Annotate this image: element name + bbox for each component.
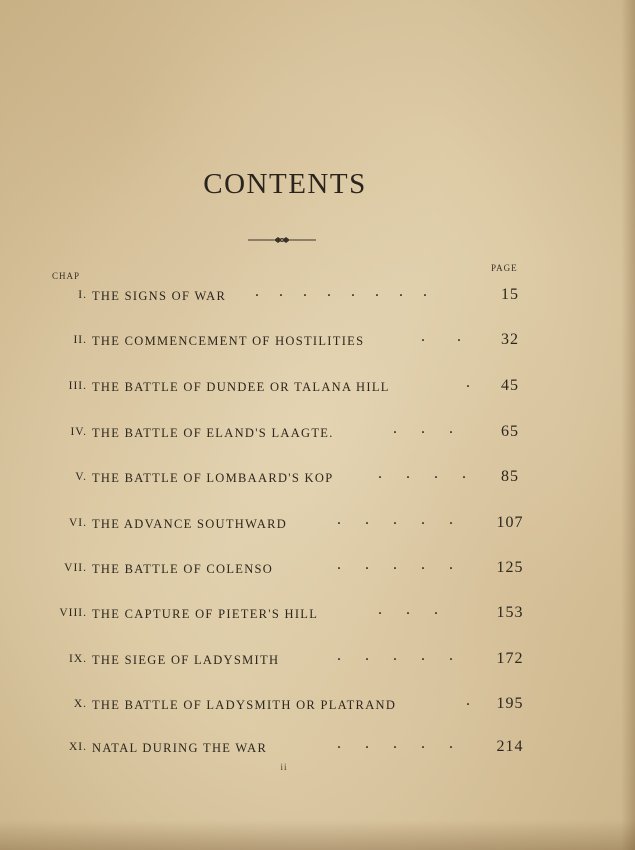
chapter-title: THE BATTLE OF COLENSO: [92, 562, 274, 576]
chapter-title: THE SIEGE OF LADYSMITH: [92, 653, 280, 667]
chapter-title: THE COMMENCEMENT OF HOSTILITIES: [92, 334, 365, 348]
dot-leaders: . . .: [393, 420, 453, 437]
toc-row: [0, 283, 635, 311]
chapter-title: NATAL DURING THE WAR: [92, 741, 268, 755]
chapter-title: THE ADVANCE SOUTHWARD: [92, 517, 288, 531]
toc-row: [0, 647, 635, 675]
dot-leaders: . . . . .: [337, 556, 453, 573]
chapter-number: VI.: [68, 517, 87, 529]
dot-leaders: . . . . .: [337, 735, 453, 752]
chapter-number: VIII.: [59, 607, 87, 619]
toc-row: [0, 556, 635, 584]
page-edge-shadow: [0, 820, 635, 850]
dot-leaders: .: [466, 374, 470, 391]
chapter-number: VII.: [64, 562, 87, 574]
dot-leaders: . . .: [378, 601, 438, 618]
page-number: 15: [501, 286, 519, 303]
dot-leaders: . . . .: [378, 465, 466, 482]
chapter-number: III.: [68, 380, 87, 392]
chapter-number: IX.: [68, 653, 87, 665]
toc-row: [0, 735, 635, 763]
chapter-number: II.: [73, 334, 87, 346]
contents-title: CONTENTS: [203, 168, 367, 200]
page-number: 107: [496, 514, 524, 531]
page-number: 153: [496, 604, 524, 621]
chapter-number: I.: [78, 289, 87, 301]
page-number: 32: [501, 331, 519, 348]
page-folio: ii: [280, 762, 288, 772]
chap-column-header: CHAP: [52, 271, 81, 281]
chapter-title: THE BATTLE OF LOMBAARD'S KOP: [92, 471, 334, 485]
chapter-number: X.: [73, 698, 87, 710]
toc-row: [0, 328, 635, 356]
page-number: 65: [501, 423, 519, 440]
chapter-number: V.: [75, 471, 87, 483]
page-number: 195: [496, 695, 524, 712]
toc-row: [0, 601, 635, 629]
chapter-number: XI.: [68, 741, 87, 753]
toc-row: [0, 465, 635, 493]
chapter-title: THE BATTLE OF ELAND'S LAAGTE.: [92, 426, 334, 440]
dot-leaders: . .: [421, 328, 461, 345]
toc-row: [0, 374, 635, 402]
dot-leaders: . . . . .: [337, 511, 453, 528]
chapter-number: IV.: [70, 426, 87, 438]
dot-leaders: . . . . .: [337, 647, 453, 664]
page-number: 125: [496, 559, 524, 576]
page-number: 172: [496, 650, 524, 667]
toc-row: [0, 511, 635, 539]
page-column-header: PAGE: [491, 263, 518, 273]
page-number: 214: [496, 738, 524, 755]
page-number: 45: [501, 377, 519, 394]
page-number: 85: [501, 468, 519, 485]
dot-leaders: . . . . . . . .: [255, 283, 427, 300]
chapter-title: THE BATTLE OF LADYSMITH OR PLATRAND: [92, 698, 397, 712]
chapter-title: THE BATTLE OF DUNDEE OR TALANA HILL: [92, 380, 390, 394]
toc-row: [0, 420, 635, 448]
page-edge-shadow: [621, 0, 635, 850]
toc-row: [0, 692, 635, 720]
ornament-divider: [248, 234, 316, 246]
chapter-title: THE CAPTURE OF PIETER'S HILL: [92, 607, 319, 621]
chapter-title: THE SIGNS OF WAR: [92, 289, 227, 303]
dot-leaders: .: [466, 692, 470, 709]
